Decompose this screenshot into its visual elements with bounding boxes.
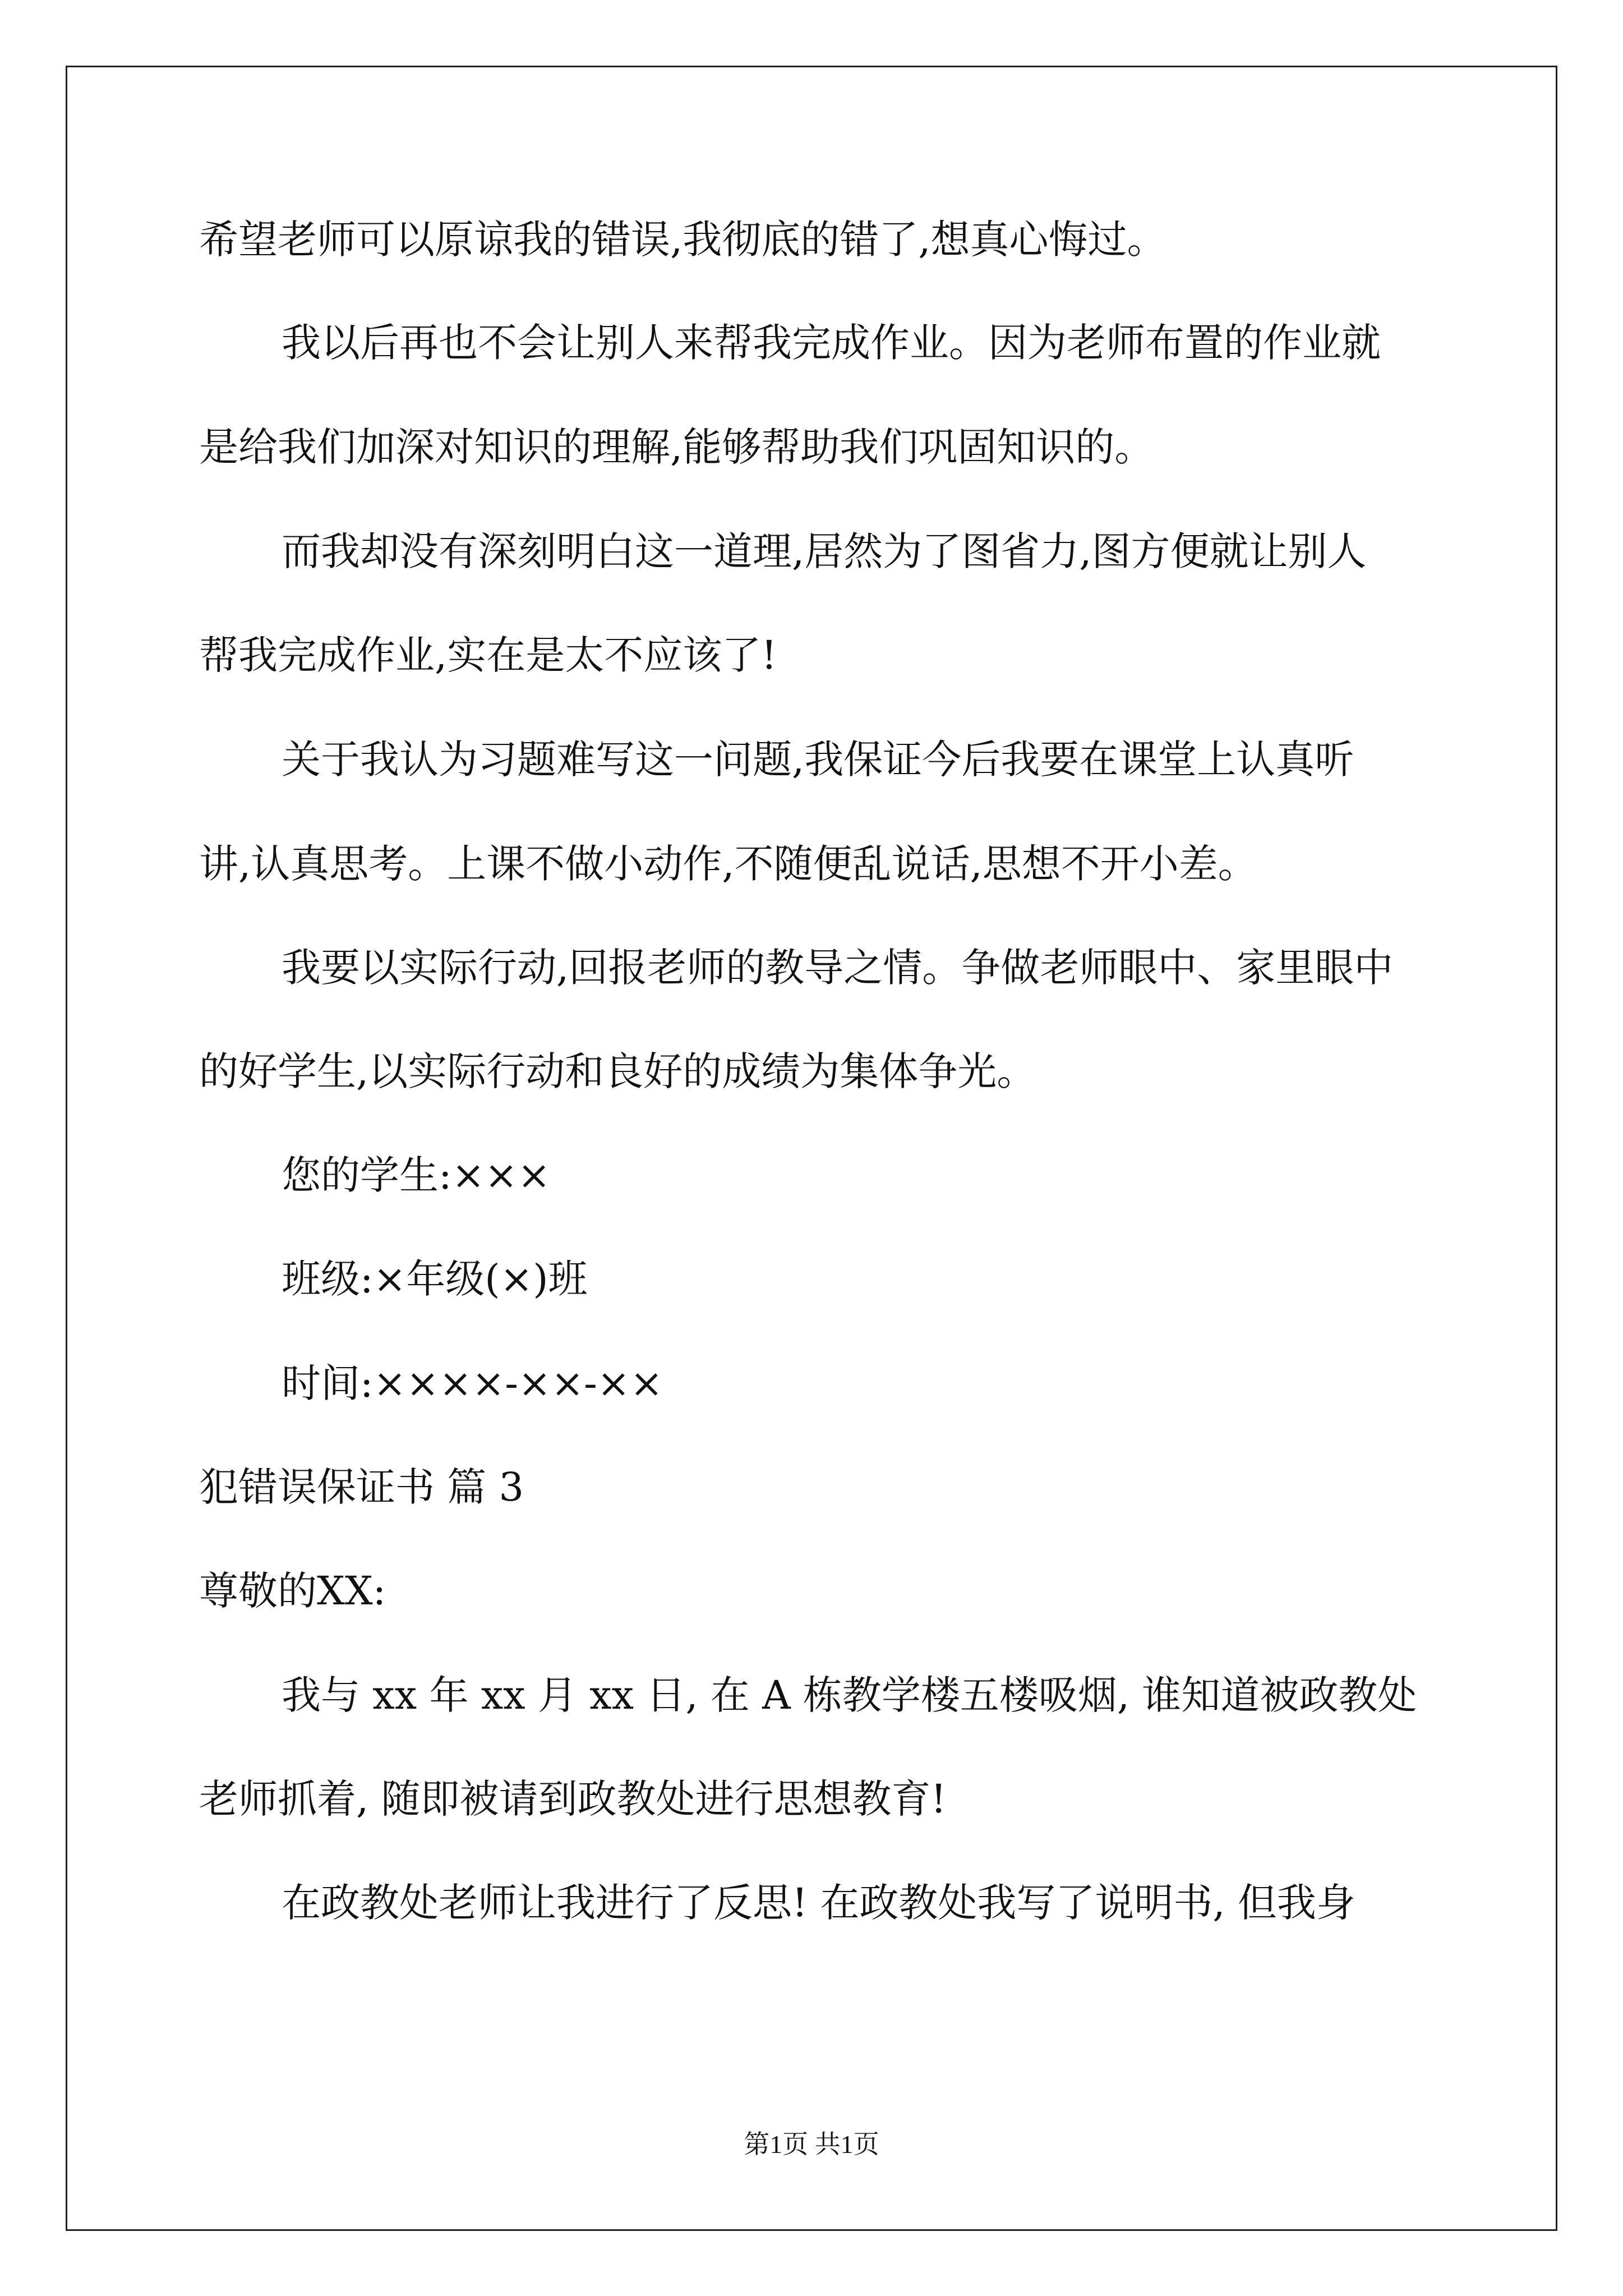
text-line-4: 而我却没有深刻明白这一道理,居然为了图省力,图方便就让别人 <box>282 528 1367 574</box>
text-line-3: 是给我们加深对知识的理解,能够帮助我们巩固知识的。 <box>199 424 1154 470</box>
text-line-9: 的好学生,以实际行动和良好的成绩为集体争光。 <box>199 1048 1036 1094</box>
page-footer: 第1页 共1页 <box>744 2130 879 2159</box>
text-line-6: 关于我认为习题难写这一问题,我保证今后我要在课堂上认真听 <box>282 737 1354 783</box>
text-line-15: 我与 xx 年 xx 月 xx 日, 在 A 栋教学楼五楼吸烟, 谁知道被政教处 <box>282 1672 1417 1718</box>
salutation: 尊敬的XX: <box>199 1568 386 1614</box>
text-line-16: 老师抓着, 随即被请到政教处进行思想教育! <box>199 1776 947 1822</box>
text-line-7: 讲,认真思考。上课不做小动作,不随便乱说话,思想不开小差。 <box>199 841 1257 887</box>
text-line-2: 我以后再也不会让别人来帮我完成作业。因为老师布置的作业就 <box>282 320 1381 366</box>
signature-student: 您的学生:××× <box>282 1152 551 1198</box>
signature-date: 时间:××××-××-×× <box>282 1360 663 1406</box>
text-line-17: 在政教处老师让我进行了反思! 在政教处我写了说明书, 但我身 <box>282 1880 1355 1926</box>
text-line-8: 我要以实际行动,回报老师的教导之情。争做老师眼中、家里眼中 <box>282 945 1394 991</box>
section-heading: 犯错误保证书 篇 3 <box>199 1464 524 1510</box>
text-line-5: 帮我完成作业,实在是太不应该了! <box>199 632 777 678</box>
signature-class: 班级:×年级(×)班 <box>282 1256 588 1302</box>
text-line-1: 希望老师可以原谅我的错误,我彻底的错了,想真心悔过。 <box>199 217 1166 263</box>
